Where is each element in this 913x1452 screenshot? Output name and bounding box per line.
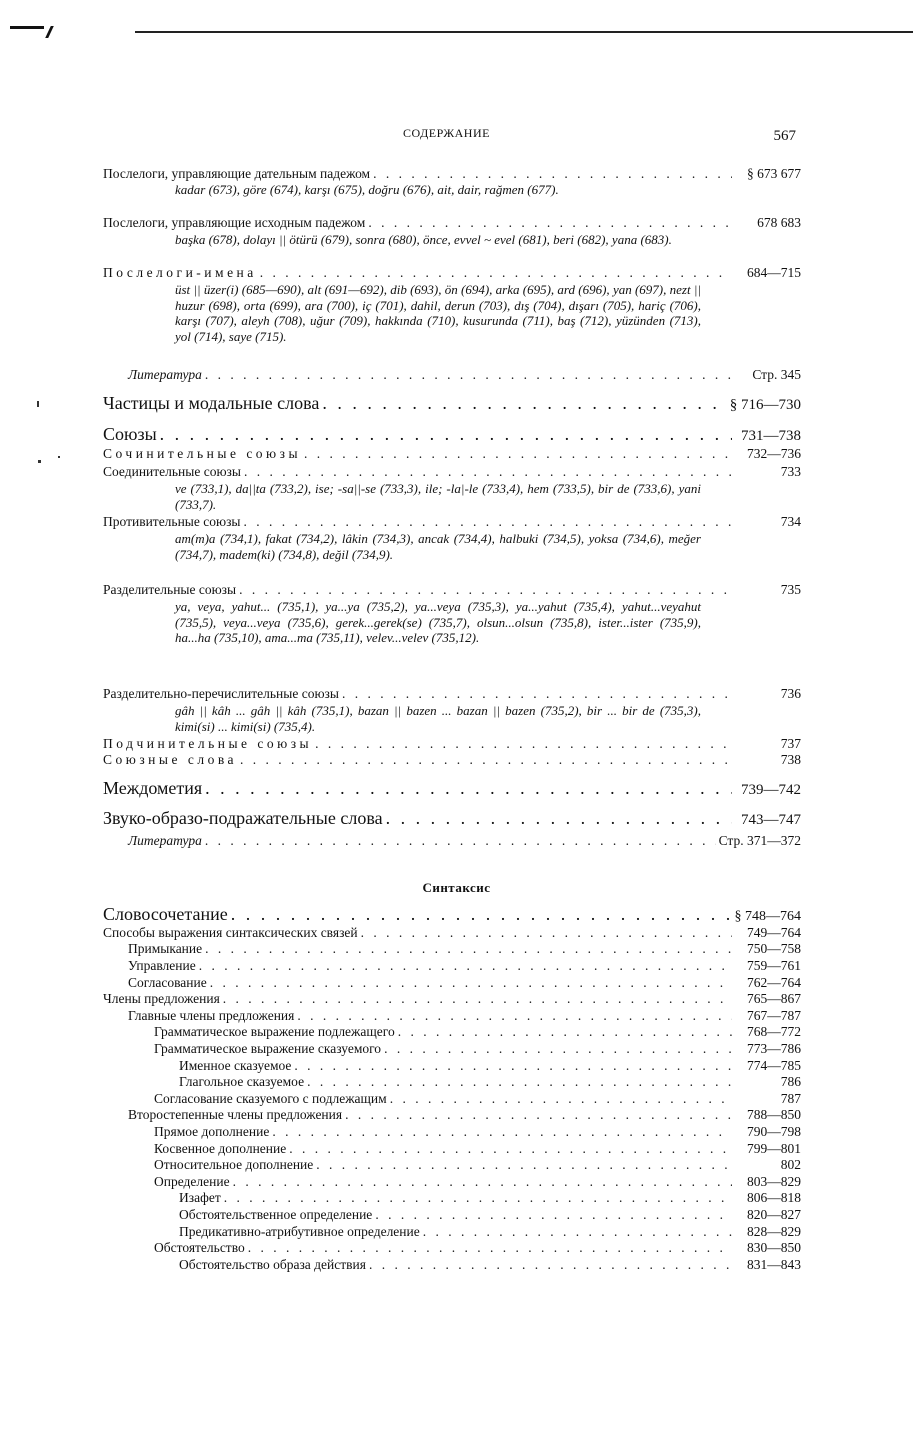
toc-entry <box>128 958 801 974</box>
entry-page: 759—761 <box>747 958 801 973</box>
entry-title: Сочинительные союзы <box>103 446 302 461</box>
top-rule <box>135 31 913 33</box>
entry-title: Глагольное сказуемое <box>179 1074 305 1089</box>
entry-title: Литература <box>128 367 202 382</box>
toc-entry <box>103 215 801 231</box>
entry-page: 767—787 <box>747 1008 801 1023</box>
entry-title: Предикативно-атрибутивное определение <box>179 1224 420 1239</box>
entry-page: 749—764 <box>747 925 801 940</box>
toc-entry <box>179 1207 801 1223</box>
entry-title: Примыкание <box>128 941 203 956</box>
entry-title: Послелоги, управляющие дательным падежом <box>103 166 371 181</box>
toc-entry <box>103 808 801 829</box>
entry-page: § 716—730 <box>729 397 801 413</box>
entry-page: 788—850 <box>747 1107 801 1122</box>
entry-title: Грамматическое выражение сказуемого <box>154 1041 382 1056</box>
entry-title: Прямое дополнение <box>154 1124 270 1139</box>
entry-title: Послелоги, управляющие исходным падежом <box>103 215 366 230</box>
entry-title: Подчинительные союзы <box>103 736 313 751</box>
entry-title: Главные члены предложения <box>128 1008 295 1023</box>
toc-entry <box>128 941 801 957</box>
toc-entry <box>103 265 801 281</box>
entry-title: Частицы и модальные слова <box>103 393 320 413</box>
toc-entry <box>128 1107 801 1123</box>
entry-title: Союзные слова <box>103 752 238 767</box>
entry-page: 768—772 <box>747 1024 801 1039</box>
entry-title: Управление <box>128 958 196 973</box>
entry-page: 806—818 <box>747 1190 801 1205</box>
entry-page: 750—758 <box>747 941 801 956</box>
toc-entry <box>103 925 801 941</box>
toc-entry <box>103 446 801 462</box>
entry-page: 802 <box>780 1157 801 1172</box>
entry-page: 799—801 <box>747 1141 801 1156</box>
entry-title: Согласование сказуемого с подлежащим <box>154 1091 387 1106</box>
entry-title: Обстоятельственное определение <box>179 1207 373 1222</box>
entry-title: Именное сказуемое <box>179 1058 292 1073</box>
entry-title: Словосочетание <box>103 904 228 924</box>
entry-page: 731—738 <box>741 428 801 444</box>
entry-page: 734 <box>780 514 801 529</box>
entry-title: Соединительные союзы <box>103 464 241 479</box>
toc-entry <box>103 393 801 414</box>
toc-entry <box>103 904 801 925</box>
toc-entry <box>179 1074 801 1090</box>
entry-page: 762—764 <box>747 975 801 990</box>
entry-title: Согласование <box>128 975 207 990</box>
entry-page: 831—843 <box>747 1257 801 1272</box>
toc-entry <box>128 975 801 991</box>
toc-entry <box>128 833 801 849</box>
entry-title: Послелоги-имена <box>103 265 257 280</box>
entry-title: Звуко-образо-подражательные слова <box>103 808 383 828</box>
toc-entry <box>103 778 801 799</box>
entry-page: 739—742 <box>741 782 801 798</box>
entry-details: kadar (673), göre (674), karşı (675), doğru (676), ait, dair, rağmen (677). <box>175 182 559 197</box>
entry-page: 765—867 <box>747 991 801 1006</box>
page-title: СОДЕРЖАНИЕ <box>403 126 490 140</box>
entry-page: 774—785 <box>747 1058 801 1073</box>
entry-page: § 748—764 <box>734 909 801 924</box>
entry-title: Литература <box>128 833 202 848</box>
entry-title: Междометия <box>103 778 203 798</box>
entry-page: § 673 677 <box>747 166 801 181</box>
entry-details: ya, veya, yahut... (735,1), ya...ya (735,2), ya...veya (735,3), ya...yahut (735,4), yahut...veyahut (735,5), veya...veya (735,6), gerek...gerek(se) (735,7), olsun...olsun (735,8), ister...ister (735,9), ha...ha (735,10), ama...ma (735,11), velev...velev (735,12). <box>175 599 701 645</box>
entry-title: Противительные союзы <box>103 514 241 529</box>
toc-entry <box>154 1091 801 1107</box>
entry-page: 738 <box>780 752 801 767</box>
entry-page: 733 <box>780 464 801 479</box>
entry-page: 684—715 <box>747 265 801 280</box>
margin-mark <box>58 456 60 458</box>
entry-page: Стр. 345 <box>752 367 801 382</box>
toc-entry <box>154 1157 801 1173</box>
toc-entry <box>154 1041 801 1057</box>
toc-entry <box>179 1224 801 1240</box>
toc-entry <box>103 464 801 480</box>
entry-page: 773—786 <box>747 1041 801 1056</box>
entry-title: Союзы <box>103 424 157 444</box>
entry-page: 736 <box>780 686 801 701</box>
toc-entry <box>154 1141 801 1157</box>
entry-title: Разделительно-перечислительные союзы <box>103 686 339 701</box>
entry-page: 735 <box>780 582 801 597</box>
entry-details: gâh || kâh ... gâh || kâh (735,1), bazan || bazen ... bazan || bazen (735,2), bir ... bir de (735,3), kimi(si) ... kimi(si) (735,4). <box>175 703 701 734</box>
entry-details: ve (733,1), da||ta (733,2), ise; -sa||-se (733,3), ile; -la|-le (733,4), hem (733,5), bir de (733,6), yani (733,7). <box>175 481 701 512</box>
toc-entry <box>103 736 801 752</box>
entry-details: başka (678), dolayı || ötürü (679), sonra (680), önce, evvel ~ evel (681), beri (682), yana (683). <box>175 232 672 247</box>
toc-entry <box>154 1240 801 1256</box>
entry-page: 803—829 <box>747 1174 801 1189</box>
toc-entry <box>103 991 801 1007</box>
entry-page: 828—829 <box>747 1224 801 1239</box>
toc-entry <box>103 582 801 598</box>
page-number: 567 <box>773 128 796 144</box>
toc-entry <box>154 1124 801 1140</box>
entry-page: 790—798 <box>747 1124 801 1139</box>
toc-entry <box>128 367 801 383</box>
margin-mark <box>38 460 41 463</box>
entry-title: Определение <box>154 1174 230 1189</box>
entry-details: am(m)a (734,1), fakat (734,2), lâkin (734,3), ancak (734,4), halbuki (734,5), yoksa (734,6), meğer (734,7), madem(ki) (734,8), değil (734,9). <box>175 531 701 562</box>
entry-title: Члены предложения <box>103 991 220 1006</box>
corner-mark <box>10 26 44 29</box>
toc-entry <box>103 166 801 182</box>
entry-title: Обстоятельство образа действия <box>179 1257 366 1272</box>
toc-entry <box>154 1174 801 1190</box>
section-title: Синтаксис <box>422 880 491 895</box>
entry-page: 787 <box>780 1091 801 1106</box>
entry-page: 820—827 <box>747 1207 801 1222</box>
toc-entry <box>103 514 801 530</box>
toc-entry <box>179 1190 801 1206</box>
toc-entry <box>103 424 801 445</box>
toc-entry <box>103 686 801 702</box>
toc-entry <box>179 1257 801 1273</box>
entry-page: Стр. 371—372 <box>718 833 801 848</box>
entry-title: Относительное дополнение <box>154 1157 314 1172</box>
entry-page: 732—736 <box>747 446 801 461</box>
entry-title: Второстепенные члены предложения <box>128 1107 343 1122</box>
entry-title: Косвенное дополнение <box>154 1141 287 1156</box>
toc-entry <box>103 752 801 768</box>
toc-entry <box>128 1008 801 1024</box>
entry-details: üst || üzer(i) (685—690), alt (691—692), dib (693), ön (694), arka (695), ard (696), yan (697), nezt || huzur (698), orta (699), ara (700), iç (701), dahil, derun (703), dış (704), dışarı (705), hariç (706), karşı (707), aleyh (708), uğur (709), hakkında (710), kusurunda (711), baş (712), yüzünden (713), yol (714), saye (715). <box>175 282 701 344</box>
entry-title: Обстоятельство <box>154 1240 245 1255</box>
entry-title: Разделительные союзы <box>103 582 237 597</box>
entry-page: 743—747 <box>741 812 801 828</box>
toc-entry <box>179 1058 801 1074</box>
entry-page: 786 <box>780 1074 801 1089</box>
entry-title: Грамматическое выражение подлежащего <box>154 1024 395 1039</box>
margin-mark <box>37 401 39 407</box>
entry-page: 678 683 <box>757 215 801 230</box>
entry-title: Изафет <box>179 1190 221 1205</box>
entry-page: 737 <box>780 736 801 751</box>
toc-entry <box>154 1024 801 1040</box>
entry-page: 830—850 <box>747 1240 801 1255</box>
entry-title: Способы выражения синтаксических связей <box>103 925 358 940</box>
